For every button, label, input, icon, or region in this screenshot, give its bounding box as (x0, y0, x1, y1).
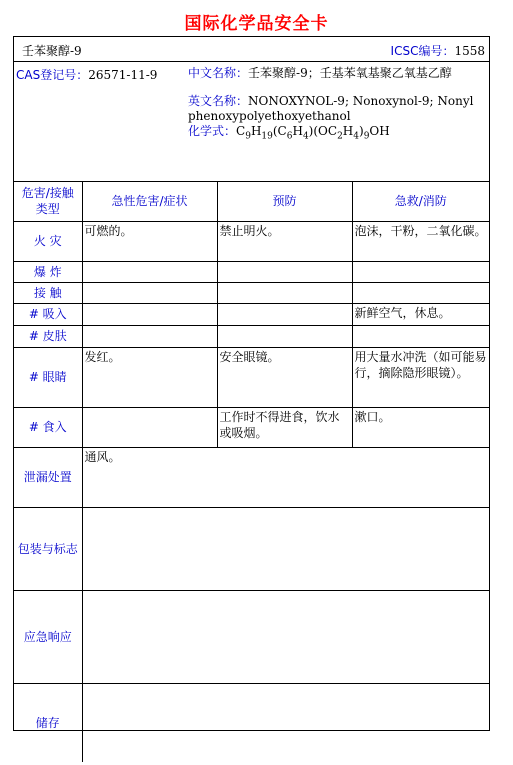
en-value: NONOXYNOL-9; Nonoxynol-9; Nonyl phenoxypolyethoxyethanol (188, 94, 474, 123)
table-row (14, 347, 489, 407)
section-content-emergency (82, 590, 489, 683)
section-row (14, 590, 489, 683)
cell-firstaid (352, 261, 489, 282)
formula-value: $C_9H_{19}(C_6H_4)(OC_2H_4)_9OH$ (236, 124, 390, 142)
cas-number (16, 66, 157, 83)
col-hazard: 急性危害/症状 (82, 181, 217, 221)
cell-hazard: 发红。 (82, 347, 217, 407)
cell-firstaid: 漱口。 (352, 407, 489, 447)
icsc-label: ICSC编号： (390, 44, 455, 58)
section-row (14, 683, 489, 762)
section-row (14, 507, 489, 590)
section-content-packaging (82, 507, 489, 590)
cell-hazard (82, 407, 217, 447)
cn-value: 壬苯聚醇-9；壬基苯氧基聚乙氧基乙醇 (248, 66, 452, 80)
cell-firstaid (352, 282, 489, 303)
section-label-emergency: 应急响应 (14, 590, 82, 683)
cell-hazard (82, 282, 217, 303)
col-firstaid: 急救/消防 (352, 181, 489, 221)
table-row (14, 221, 489, 261)
icsc-number (391, 42, 485, 59)
cell-firstaid: 新鲜空气，休息。 (352, 303, 489, 325)
cell-prevention (217, 303, 352, 325)
identification-block (14, 61, 489, 182)
section-label-spillage: 泄漏处置 (14, 447, 82, 507)
hazard-table (14, 181, 489, 762)
table-row (14, 407, 489, 447)
cell-hazard (82, 303, 217, 325)
section-label-packaging: 包装与标志 (14, 507, 82, 590)
table-row (14, 325, 489, 347)
cell-prevention (217, 261, 352, 282)
section-row (14, 447, 489, 507)
cn-label: 中文名称： (188, 66, 249, 80)
row-label-inhalation: # 吸入 (14, 303, 82, 325)
cell-prevention (217, 282, 352, 303)
col-type: 危害/接触类型 (14, 181, 82, 221)
col-prevention: 预防 (217, 181, 352, 221)
table-row (14, 303, 489, 325)
cell-firstaid: 用大量水冲洗（如可能易行，摘除隐形眼镜）。 (352, 347, 489, 407)
chemical-formula (188, 124, 486, 144)
safety-card (13, 36, 490, 731)
en-label: 英文名称： (188, 94, 249, 108)
section-label-storage: 储存 (14, 683, 82, 762)
cell-hazard (82, 325, 217, 347)
row-label-ingestion: # 食入 (14, 407, 82, 447)
row-label-skin: # 皮肤 (14, 325, 82, 347)
table-row (14, 282, 489, 303)
cell-prevention: 禁止明火。 (217, 221, 352, 261)
cell-hazard (82, 261, 217, 282)
section-content-spillage: 通风。 (82, 447, 489, 507)
row-label-exposure: 接 触 (14, 282, 82, 303)
cell-firstaid: 泡沫，干粉，二氧化碳。 (352, 221, 489, 261)
cell-prevention: 工作时不得进食，饮水或吸烟。 (217, 407, 352, 447)
names-block (188, 66, 486, 144)
cell-firstaid (352, 325, 489, 347)
cas-value: 26571-11-9 (88, 68, 158, 82)
cas-label: CAS登记号： (16, 68, 89, 82)
table-row (14, 261, 489, 282)
card-title: 国际化学品安全卡 (184, 14, 329, 34)
row-label-fire: 火 灾 (14, 221, 82, 261)
substance-name: 壬苯聚醇-9 (22, 44, 82, 58)
column-header-row (14, 181, 489, 221)
cell-hazard: 可燃的。 (82, 221, 217, 261)
cell-prevention (217, 325, 352, 347)
icsc-value: 1558 (454, 44, 485, 58)
cell-prevention: 安全眼镜。 (217, 347, 352, 407)
section-content-storage (82, 683, 489, 762)
header-row (14, 37, 489, 62)
chinese-name (188, 66, 486, 81)
row-label-explosion: 爆 炸 (14, 261, 82, 282)
english-name (188, 94, 486, 124)
row-label-eyes: # 眼睛 (14, 347, 82, 407)
formula-label: 化学式： (188, 124, 237, 138)
